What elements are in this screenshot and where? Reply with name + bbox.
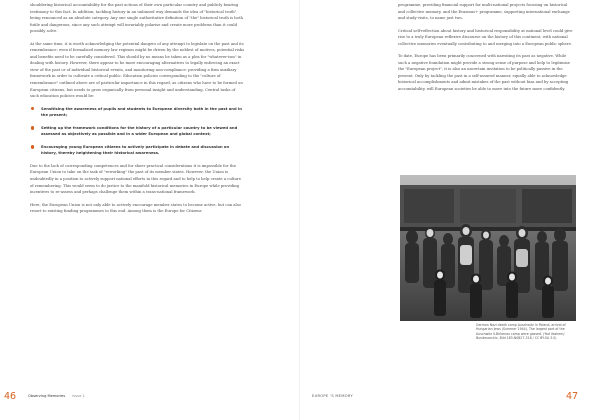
bullet-item (30, 125, 245, 138)
paragraph: programme, providing financial support for multi-national projects focusing on historical and collective memory, and the Erasmus+ programme, supporting international exchange and study visits, to name just two. (398, 3, 570, 21)
paragraph: Critical self-reflection about history and historical responsibility at national level could give rise to a truly European reflexive discourse on the history of this continent, with national collective memories eventually contributing to and merging into a European public sphere. (398, 28, 573, 46)
bullet-list (30, 106, 245, 157)
paragraph: To date, Europe has been primarily concerned with narrating its past as negative. While such a negative foundation might provide a strong sense of purpose and help to legitimise the "European project", it is also an uncertain invitation to be politically passive in the present. Only by tackling the past in a self-assured manner, equally able to acknowledge historical accomplishments and admit mistakes of the past without bias and by accepting accountability, will European societies be able to move into the future more confidently. (398, 54, 571, 92)
photo-illustration (400, 175, 576, 321)
photo-caption: German Nazi death camp Auschwitz in Poland, arrival of Hungarian Jews (Summer 1944). The largest part of the Auschwitz II-Birkenau camp were gassed. (Yad Vashem/ Bundesarchiv, Bild 183-N0827-318 / CC BY-SA 3.0) (476, 323, 566, 340)
paragraph: Due to the lack of corresponding competences and for sheer practical considerations it is impossible for the European Union to take on the task of "reworking" the past of its member states. However, the Union is undoubtedly in a position to actively support national efforts in this regard and to help to help create a culture of remembering. This would seem to do justice to the manifold historical memories in Europe while providing incentives to re-assess and perhaps challenge them within a trans-national framework. (30, 163, 241, 195)
bullet-text: Setting up the framework conditions for the history of a particular country to be viewed and assessed as objectively as possible and in a wider European and global context; (41, 125, 238, 137)
running-title: Observing Memories (28, 394, 66, 398)
running-issue: issue 1 (72, 394, 85, 398)
paragraph: shouldering historical accountability for the past actions of their own particular country and publicly bearing testimony to this fact. In addition, tackling history in an unbiased way demands the idea of "historical truth" being renounced as an absolute category. Any one single authoritative definition of "the" historical truth is both futile and dangerous, since any such attempt will invariably polarise and create more problems than it could possibly solve. (30, 3, 243, 34)
left-text-column (30, 2, 245, 221)
page-number: 47 (566, 391, 579, 402)
running-footer (28, 394, 85, 398)
paragraph: Here, the European Union is not only able to actively encourage member states to become active, but can also resort to existing funding programmes to this end. Among them is the Europe for Citizens (30, 202, 241, 214)
right-page (300, 0, 600, 420)
paragraph: At the same time, it is worth acknowledging the potential dangers of any attempt to legislate on the past and its remembrance: even if formalised memory law regimes might be driven by the noblest of motives, potential risks and benefits need to be carefully considered. This should by no means be taken as a plea for "whatever-ism" in dealing with history. However, there appear to be more encouraging alternatives to legally enforcing an exact view of the past or of individual historical events, and monitoring non-compliance: providing a firm auxiliary framework in order to cultivate a critical public. Education policies corresponding to the "culture of remembrance" outlined above are of particular importance in this regard, as citizens who have to be formed on European citizens, but needs to grow organically from personal insight and understanding. Central tasks of such education policies would be: (30, 41, 245, 99)
bullet-item (30, 144, 245, 157)
historical-photo (400, 175, 576, 321)
page-number: 46 (4, 391, 17, 402)
bullet-text: Encouraging young European citizens to actively participate in debate and discussion on history, thereby heightening their historical awareness. (41, 144, 230, 156)
bullet-item (30, 106, 245, 119)
bullet-text: Sensitising the awareness of pupils and students to European diversity both in the past and in the present; (41, 106, 242, 118)
bullet-dot-icon (31, 126, 34, 129)
bullet-dot-icon (31, 107, 34, 110)
bullet-dot-icon (31, 145, 34, 148)
right-text-column (398, 2, 574, 99)
running-footer: EUROPE ’S MEMORY (312, 394, 353, 398)
